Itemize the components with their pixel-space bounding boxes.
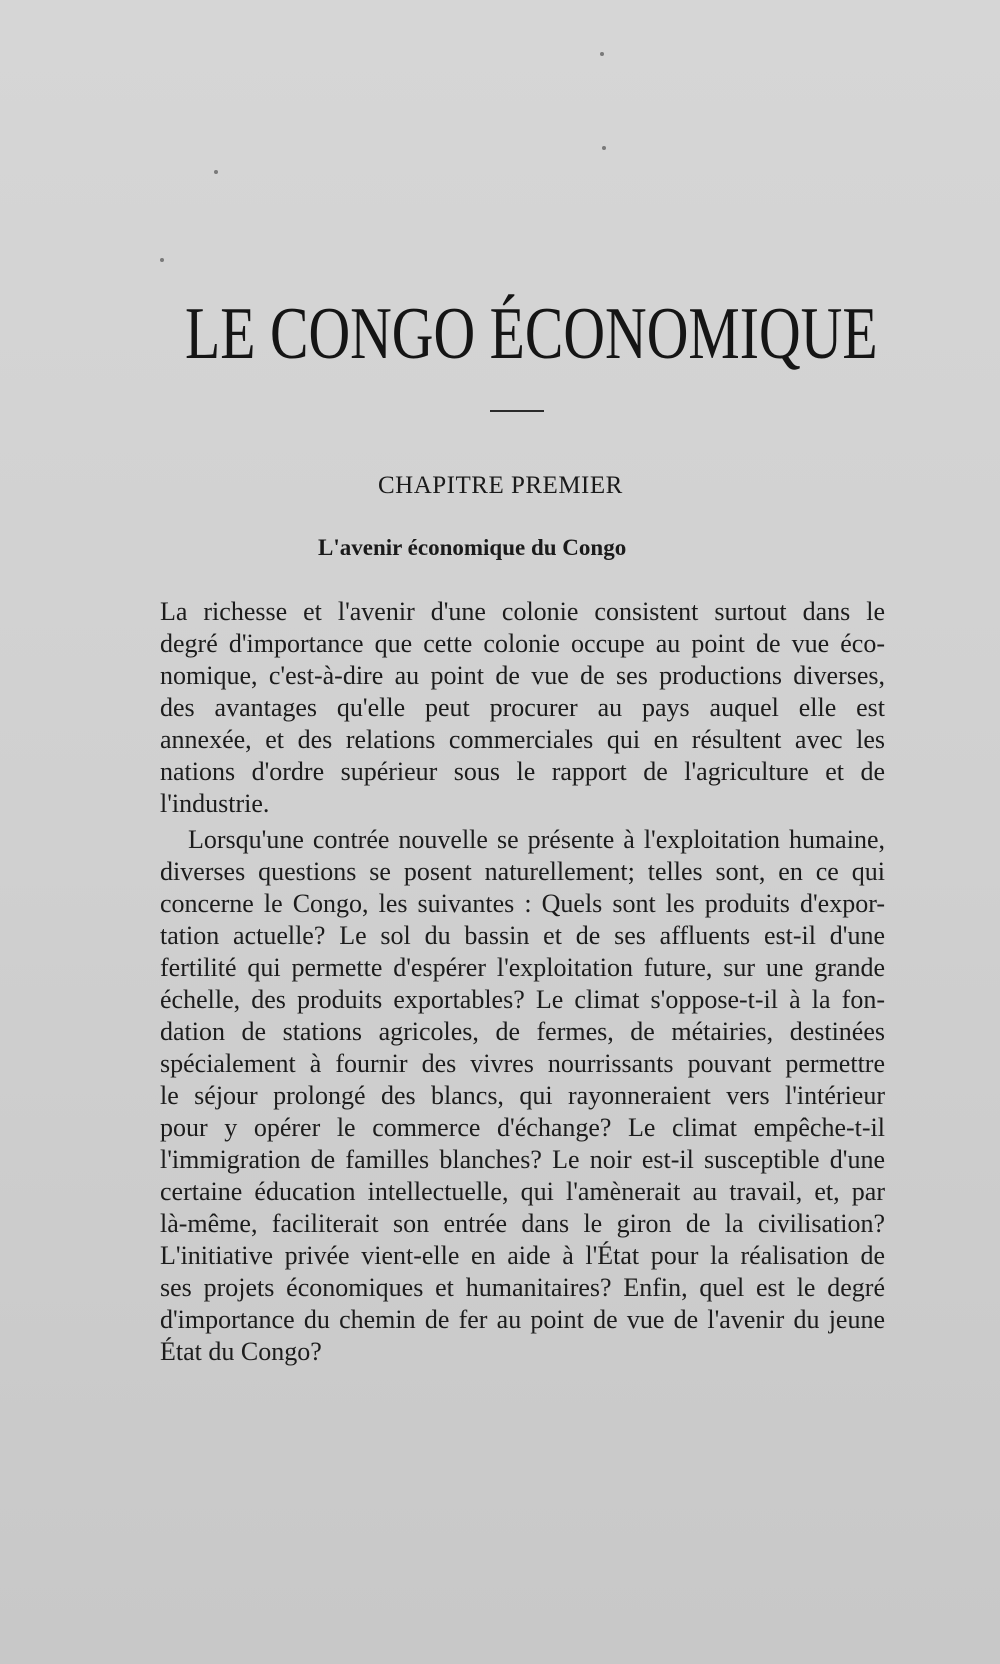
chapter-heading: CHAPITRE PREMIER [378,472,623,499]
page-speck [602,146,606,150]
text-line: nomique, c'est-à-dire au point de vue de ses productions diverses, [160,661,885,690]
text-line: Lorsqu'une contrée nouvelle se présente à l'exploitation humaine, [188,825,885,854]
page-speck [160,258,164,262]
page-title: LE CONGO ÉCONOMIQUE [185,293,878,375]
text-line: annexée, et des relations commerciales qui en résultent avec les [160,725,885,754]
text-line: État du Congo? [160,1337,322,1366]
text-line: diverses questions se posent naturellement; telles sont, en ce qui [160,857,885,886]
text-line: spécialement à fournir des vivres nourrissants pouvant permettre [160,1049,885,1078]
text-line: dation de stations agricoles, de fermes, de métairies, destinées [160,1017,885,1046]
text-line: L'initiative privée vient-elle en aide à l'État pour la réalisation de [160,1241,885,1270]
text-line: fertilité qui permette d'espérer l'exploitation future, sur une grande [160,953,885,982]
text-line: ses projets économiques et humanitaires? Enfin, quel est le degré [160,1273,885,1302]
text-line: degré d'importance que cette colonie occupe au point de vue éco- [160,629,885,658]
page-speck [214,170,218,174]
text-line: là-même, faciliterait son entrée dans le giron de la civilisation? [160,1209,885,1238]
text-line: l'immigration de familles blanches? Le noir est-il susceptible d'une [160,1145,885,1174]
text-line: le séjour prolongé des blancs, qui rayonneraient vers l'intérieur [160,1081,885,1110]
text-line: La richesse et l'avenir d'une colonie consistent surtout dans le [160,597,885,626]
page-speck [600,52,604,56]
text-line: des avantages qu'elle peut procurer au pays auquel elle est [160,693,885,722]
text-line: nations d'ordre supérieur sous le rapport de l'agriculture et de [160,757,885,786]
text-line: concerne le Congo, les suivantes : Quels sont les produits d'expor- [160,889,885,918]
chapter-subtitle: L'avenir économique du Congo [318,535,627,560]
text-line: pour y opérer le commerce d'échange? Le climat empêche-t-il [160,1113,885,1142]
text-line: échelle, des produits exportables? Le climat s'oppose-t-il à la fon- [160,985,885,1014]
text-line: d'importance du chemin de fer au point de vue de l'avenir du jeune [160,1305,885,1334]
text-line: certaine éducation intellectuelle, qui l'amènerait au travail, et, par [160,1177,885,1206]
text-line: l'industrie. [160,789,270,818]
title-divider [490,410,544,412]
text-line: tation actuelle? Le sol du bassin et de ses affluents est-il d'une [160,921,885,950]
